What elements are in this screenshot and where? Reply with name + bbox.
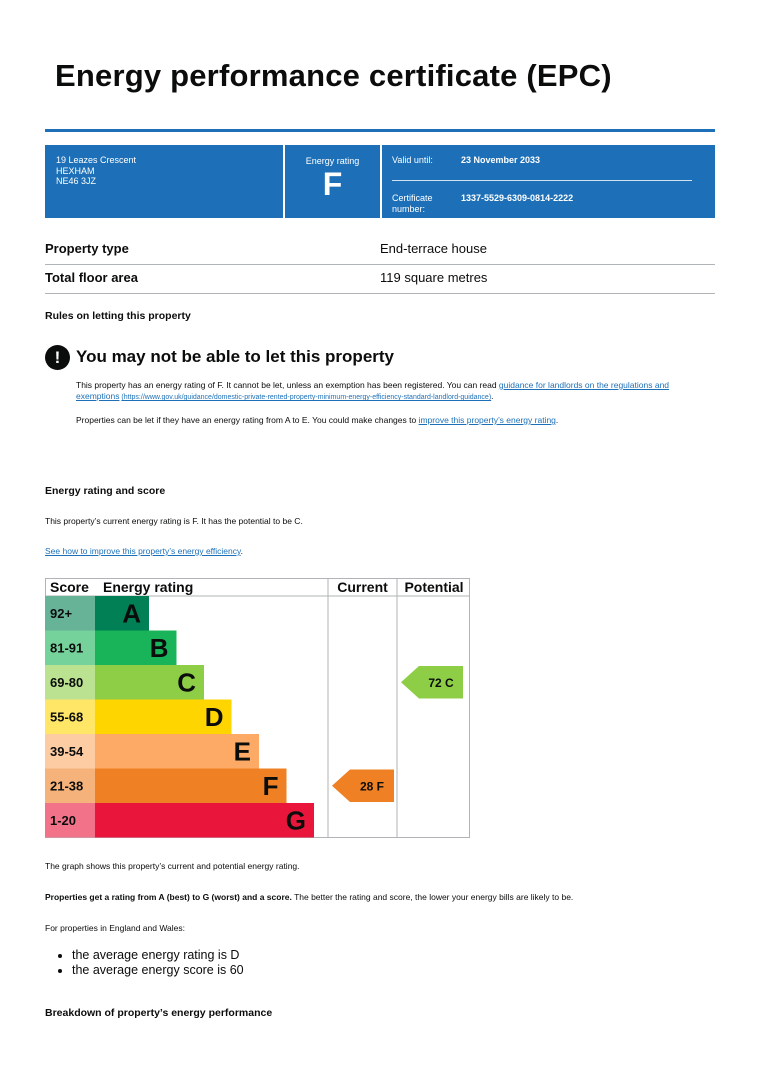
- energy-rating-letter: F: [322, 166, 343, 202]
- score-range-g: 1-20: [50, 812, 77, 828]
- score-section-heading: Energy rating and score: [45, 485, 166, 497]
- band-letter-d: D: [204, 701, 224, 732]
- band-letter-e: E: [233, 736, 251, 767]
- score-range-e: 39-54: [50, 743, 84, 759]
- letting-rules-heading: Rules on letting this property: [45, 310, 191, 322]
- score-range-b: 81-91: [50, 640, 84, 656]
- exclamation-icon: !: [45, 345, 70, 370]
- energy-rating-label: Energy rating: [305, 156, 360, 166]
- link-end: .: [240, 546, 243, 556]
- ratings-explanation-rest: The better the rating and score, the lower your energy bills are likely to be.: [291, 892, 574, 902]
- letting-text: Properties can be let if they have an energy rating from A to E. You could make changes to: [76, 415, 419, 425]
- letting-text-end: .: [491, 391, 494, 401]
- current-rating-statement: This property’s current energy rating is F. It has the potential to be C.: [45, 516, 303, 526]
- energy-rating-box: [285, 145, 380, 218]
- property-address: [56, 155, 136, 187]
- valid-until-value: 23 November 2033: [461, 155, 541, 165]
- property-type-value: End-terrace house: [380, 241, 487, 256]
- averages-list: [56, 948, 244, 977]
- floor-area-label: Total floor area: [45, 270, 138, 285]
- address-line: NE46 3JZ: [56, 176, 97, 186]
- score-range-f: 21-38: [50, 778, 84, 794]
- warning-heading: You may not be able to let this property: [76, 347, 395, 366]
- landlord-guidance-link[interactable]: guidance for landlords on the regulations and exemptions: [76, 380, 670, 401]
- potential-column-header: Potential: [404, 579, 464, 595]
- letting-text-end: .: [555, 415, 559, 425]
- epc-summary-panel: [45, 145, 715, 218]
- page-title: Energy performance certificate (EPC): [55, 58, 612, 93]
- address-line: HEXHAM: [56, 165, 95, 176]
- list-item: • the average energy rating is D: [72, 948, 244, 963]
- band-letter-c: C: [177, 667, 196, 698]
- improve-efficiency-line: [45, 546, 243, 557]
- certificate-number-value: 1337-5529-6309-0814-2222: [461, 193, 574, 203]
- current-column-header: Current: [337, 579, 388, 595]
- graph-note: The graph shows this property’s current and potential energy rating.: [45, 861, 300, 871]
- improve-efficiency-link[interactable]: See how to improve this property’s energy efficiency: [45, 546, 241, 556]
- score-range-a: 92+: [50, 605, 73, 621]
- score-range-c: 69-80: [50, 674, 84, 690]
- floor-area-row: [45, 264, 715, 294]
- property-type-row: [45, 235, 715, 265]
- score-range-d: 55-68: [50, 709, 84, 725]
- energy-rating-chart: [45, 578, 471, 840]
- letting-paragraph-1: [76, 380, 711, 403]
- england-wales-intro: For properties in England and Wales:: [45, 923, 186, 933]
- band-letter-b: B: [149, 632, 169, 663]
- property-type-label: Property type: [45, 241, 129, 256]
- band-bar-g: [95, 803, 314, 838]
- certificate-number-label: Certificate number:: [392, 193, 433, 214]
- floor-area-value: 119 square metres: [380, 270, 488, 285]
- score-column-header: Score: [50, 579, 89, 595]
- breakdown-heading: Breakdown of property’s energy performance: [45, 1007, 273, 1019]
- address-line: 19 Leazes Crescent: [56, 155, 137, 165]
- potential-rating-label: 72 C: [428, 675, 454, 690]
- panel-inner-divider: [392, 180, 692, 181]
- band-letter-g: G: [285, 805, 306, 836]
- current-rating-label: 28 F: [359, 779, 385, 794]
- panel-divider: [380, 145, 382, 218]
- landlord-guidance-url[interactable]: (https://www.gov.uk/guidance/domestic-private-rented-property-minimum-energy-efficiency-standard-landlord-guidance): [121, 394, 492, 401]
- band-letter-f: F: [262, 770, 279, 801]
- letting-text: This property has an energy rating of F. It cannot be let, unless an exemption has been registered. You can read: [76, 380, 499, 390]
- ratings-explanation-bold: Properties get a rating from A (best) to G (worst) and a score.: [45, 892, 292, 902]
- improve-rating-link[interactable]: improve this property’s energy rating: [418, 415, 556, 425]
- band-letter-a: A: [122, 598, 141, 629]
- band-bar-f: [95, 769, 287, 804]
- list-item: • the average energy score is 60: [72, 963, 244, 978]
- ratings-explanation: [45, 892, 715, 903]
- letting-paragraph-2: [76, 415, 711, 426]
- title-divider: [45, 129, 715, 132]
- energy-rating-column-header: Energy rating: [103, 579, 194, 595]
- valid-until-label: Valid until:: [392, 155, 433, 165]
